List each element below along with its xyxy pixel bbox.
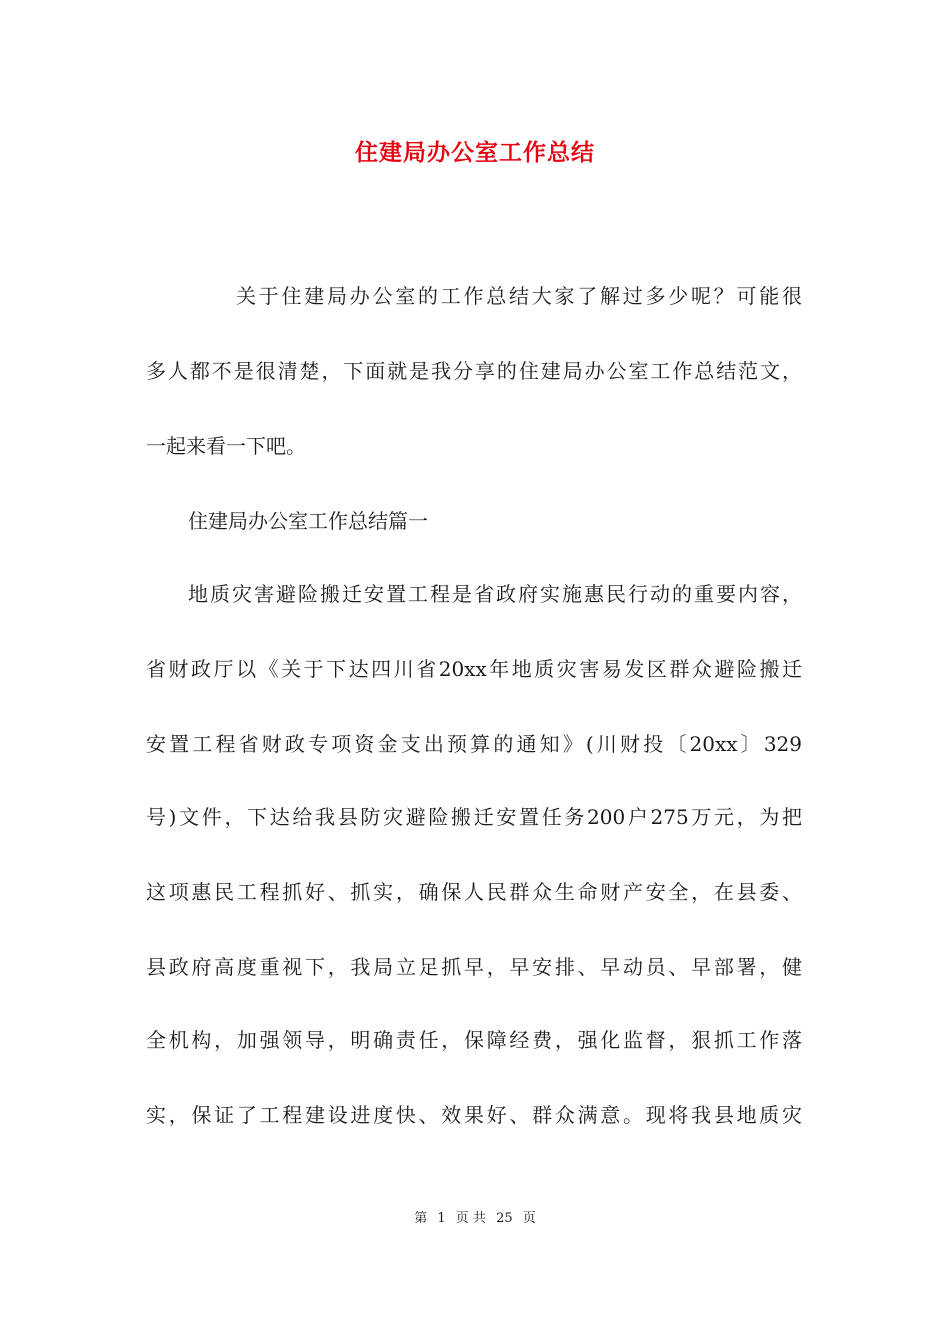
body-line: 安置工程省财政专项资金支出预算的通知》(川财投〔20xx〕329 bbox=[146, 732, 802, 756]
page-footer bbox=[0, 1209, 950, 1229]
document-title: 住建局办公室工作总结 bbox=[355, 140, 595, 166]
footer-suffix: 页 bbox=[522, 1211, 536, 1226]
body-line: 实，保证了工程建设进度快、效果好、群众满意。现将我县地质灾 bbox=[146, 1103, 802, 1127]
intro-line: 多人都不是很清楚，下面就是我分享的住建局办公室工作总结范文， bbox=[146, 359, 802, 383]
body-line: 全机构，加强领导，明确责任，保障经费，强化监督，狠抓工作落 bbox=[146, 1028, 802, 1052]
body-line: 县政府高度重视下，我局立足抓早，早安排、早动员、早部署，健 bbox=[146, 955, 802, 979]
intro-line: 一起来看一下吧。 bbox=[146, 434, 306, 458]
footer-middle: 页 共 bbox=[455, 1211, 486, 1226]
footer-total-pages: 25 bbox=[496, 1211, 513, 1226]
body-line: 地质灾害避险搬迁安置工程是省政府实施惠民行动的重要内容， bbox=[188, 582, 802, 606]
footer-prefix: 第 bbox=[414, 1211, 428, 1226]
body-line: 这项惠民工程抓好、抓实，确保人民群众生命财产安全，在县委、 bbox=[146, 880, 802, 904]
footer-current-page: 1 bbox=[437, 1211, 446, 1226]
section-heading: 住建局办公室工作总结篇一 bbox=[188, 509, 428, 533]
intro-line: 关于住建局办公室的工作总结大家了解过多少呢？可能很 bbox=[236, 284, 802, 308]
body-line: 省财政厅以《关于下达四川省20xx年地质灾害易发区群众避险搬迁 bbox=[146, 657, 802, 681]
body-line: 号)文件，下达给我县防灾避险搬迁安置任务200户275万元，为把 bbox=[146, 805, 802, 829]
